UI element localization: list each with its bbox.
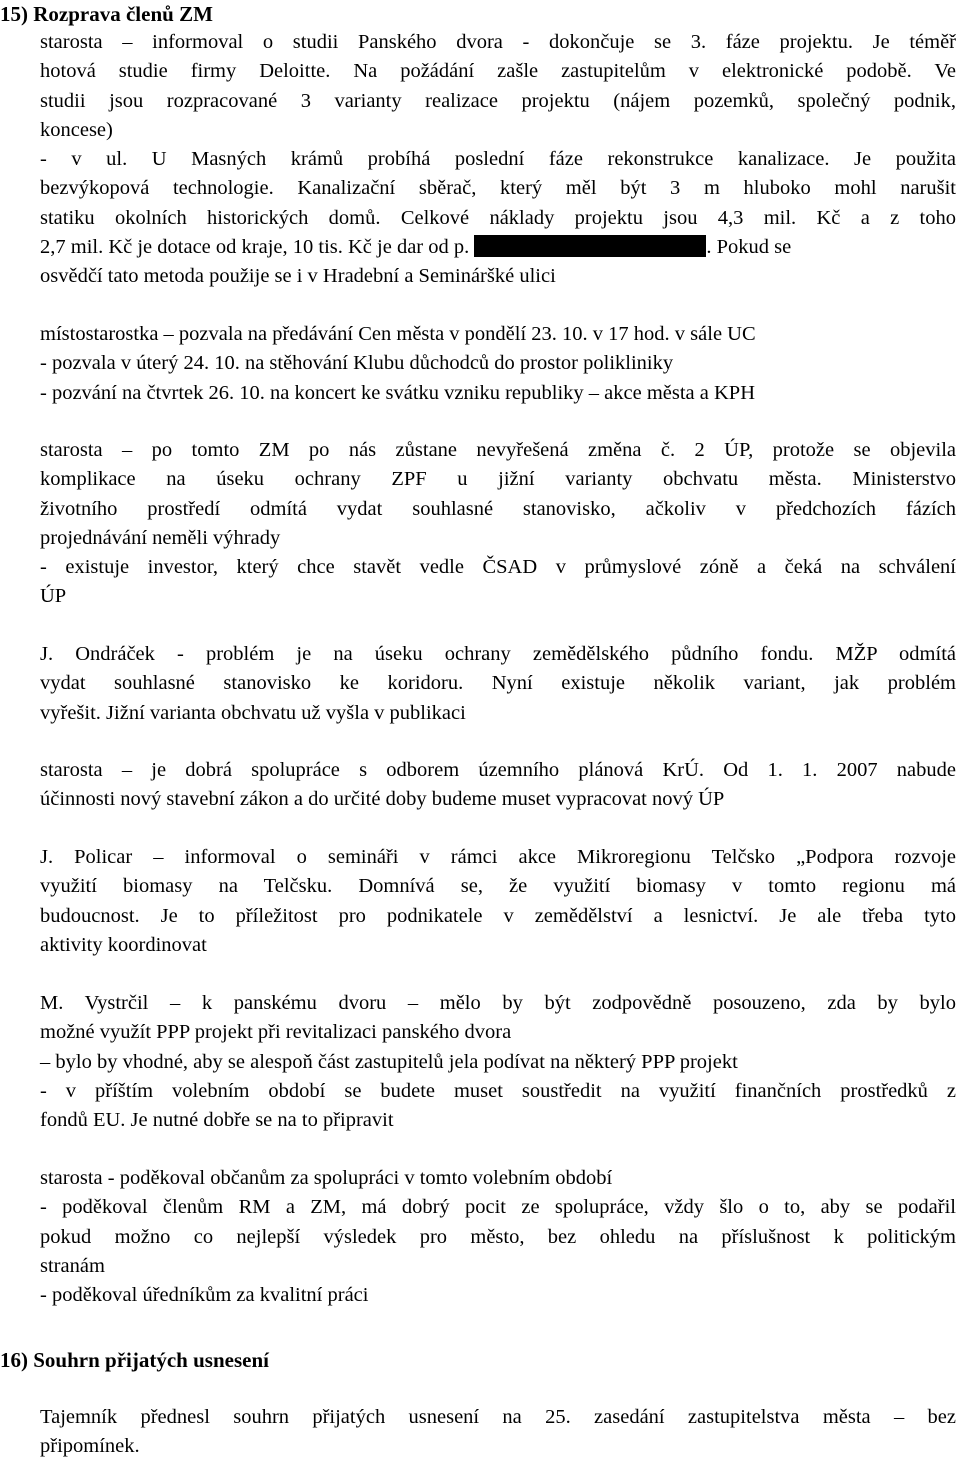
paragraph-tajemnik: [40, 1403, 956, 1462]
text-line: fondů EU. Je nutné dobře se na to připravit: [40, 1109, 394, 1132]
redaction-block: [474, 235, 706, 257]
paragraph-starosta-panskeho-dvora: [40, 28, 956, 292]
paragraph-ondracek: [40, 640, 956, 728]
text-line: hotová studie firmy Deloitte. Na požádání zašle zastupitelům v elektronické podobě. Ve: [40, 60, 956, 83]
text-line: osvědčí tato metoda použije se i v Hradební a Semináršké ulici: [40, 265, 556, 288]
section-heading-15: 15) Rozprava členů ZM: [0, 2, 213, 26]
text-line: studii jsou rozpracované 3 varianty realizace projektu (nájem pozemků, společný podnik,: [40, 89, 956, 112]
text-line: budoucnost. Je to příležitost pro podnikatele v zemědělství a lesnictví. Je ale třeba tyto: [40, 904, 956, 927]
text-line: - poděkoval členům RM a ZM, má dobrý pocit ze spolupráce, vždy šlo o to, aby se podařil: [40, 1196, 956, 1219]
text-line: – bylo by vhodné, aby se alespoň část zastupitelů jela podívat na některý PPP projekt: [40, 1050, 738, 1073]
text-line: - v příštím volebním období se budete muset soustředit na využití finančních prostředků z: [40, 1079, 956, 1102]
text-line: životního prostředí odmítá vydat souhlasné stanovisko, ačkoliv v předchozích fázích: [40, 497, 956, 520]
text-line: možné využít PPP projekt při revitalizaci panského dvora: [40, 1021, 512, 1044]
text-line: vyřešit. Jižní varianta obchvatu už vyšla v publikaci: [40, 701, 466, 724]
paragraph-vystrcil: [40, 989, 956, 1135]
text-line: bezvýkopová technologie. Kanalizační sběrač, který měl být 3 m hluboko mohl narušit: [40, 177, 956, 200]
text-line: starosta – po tomto ZM po nás zůstane nevyřešená změna č. 2 ÚP, protože se objevila: [40, 439, 956, 461]
text-line: M. Vystrčil – k panskému dvoru – mělo by být zodpovědně posouzeno, zda by bylo: [40, 992, 956, 1014]
text-line: - pozvala v úterý 24. 10. na stěhování Klubu důchodců do prostor polikliniky: [40, 352, 674, 375]
text-line: místostarostka – pozvala na předávání Cen města v pondělí 23. 10. v 17 hod. v sále UC: [40, 323, 756, 345]
paragraph-mistostarostka: [40, 320, 956, 408]
paragraph-policar: [40, 843, 956, 960]
text-fragment: . Pokud se: [706, 236, 792, 259]
text-line: účinnosti nový stavební zákon a do určité doby budeme muset vypracovat nový ÚP: [40, 788, 725, 811]
text-line: Tajemník přednesl souhrn přijatých usnesení na 25. zasedání zastupitelstva města – bez: [40, 1406, 956, 1428]
text-line: starosta – informoval o studii Panského dvora - dokončuje se 3. fáze projektu. Je téměř: [40, 31, 956, 53]
text-line: vydat souhlasné stanovisko ke koridoru. Nyní existuje několik variant, jak problém: [40, 672, 956, 695]
text-line: koncese): [40, 118, 113, 141]
text-line: - v ul. U Masných krámů probíhá poslední fáze rekonstrukce kanalizace. Je použita: [40, 148, 956, 171]
text-line: využití biomasy na Telčsku. Domnívá se, že využití biomasy v tomto regionu má: [40, 875, 956, 898]
text-line: stranám: [40, 1254, 105, 1277]
paragraph-starosta-kru: [40, 756, 956, 815]
text-line: - poděkoval úředníkům za kvalitní práci: [40, 1284, 369, 1307]
text-line: pokud možno co nejlepší výsledek pro město, bez ohledu na příslušnost k politickým: [40, 1225, 956, 1248]
text-line: - pozvání na čtvrtek 26. 10. na koncert ke svátku vzniku republiky – akce města a KPH: [40, 381, 756, 404]
text-line: J. Ondráček - problém je na úseku ochrany zemědělského půdního fondu. MŽP odmítá: [40, 643, 956, 665]
text-line: aktivity koordinovat: [40, 933, 207, 956]
text-line: ÚP: [40, 585, 67, 608]
text-fragment: 2,7 mil. Kč je dotace od kraje, 10 tis. Kč je dar od p.: [40, 236, 470, 259]
paragraph-starosta-podekovani: [40, 1164, 956, 1310]
text-line: připomínek.: [40, 1435, 140, 1458]
text-line: - existuje investor, který chce stavět vedle ČSAD v průmyslové zóně a čeká na schválení: [40, 556, 956, 579]
section-heading-16: 16) Souhrn přijatých usnesení: [0, 1348, 269, 1372]
text-line: statiku okolních historických domů. Celkové náklady projektu jsou 4,3 mil. Kč a z toho: [40, 206, 956, 229]
text-line: J. Policar – informoval o semináři v rámci akce Mikroregionu Telčsko „Podpora rozvoje: [40, 846, 956, 868]
text-line: komplikace na úseku ochrany ZPF u jižní varianty obchvatu města. Ministerstvo: [40, 468, 956, 491]
paragraph-starosta-zmena-up: [40, 436, 956, 612]
text-line: projednávání neměli výhrady: [40, 526, 281, 549]
text-line: starosta - poděkoval občanům za spolupráci v tomto volebním období: [40, 1167, 613, 1189]
text-line-with-redaction: [40, 233, 956, 262]
text-line: starosta – je dobrá spolupráce s odborem územního plánová KrÚ. Od 1. 1. 2007 nabude: [40, 759, 956, 781]
